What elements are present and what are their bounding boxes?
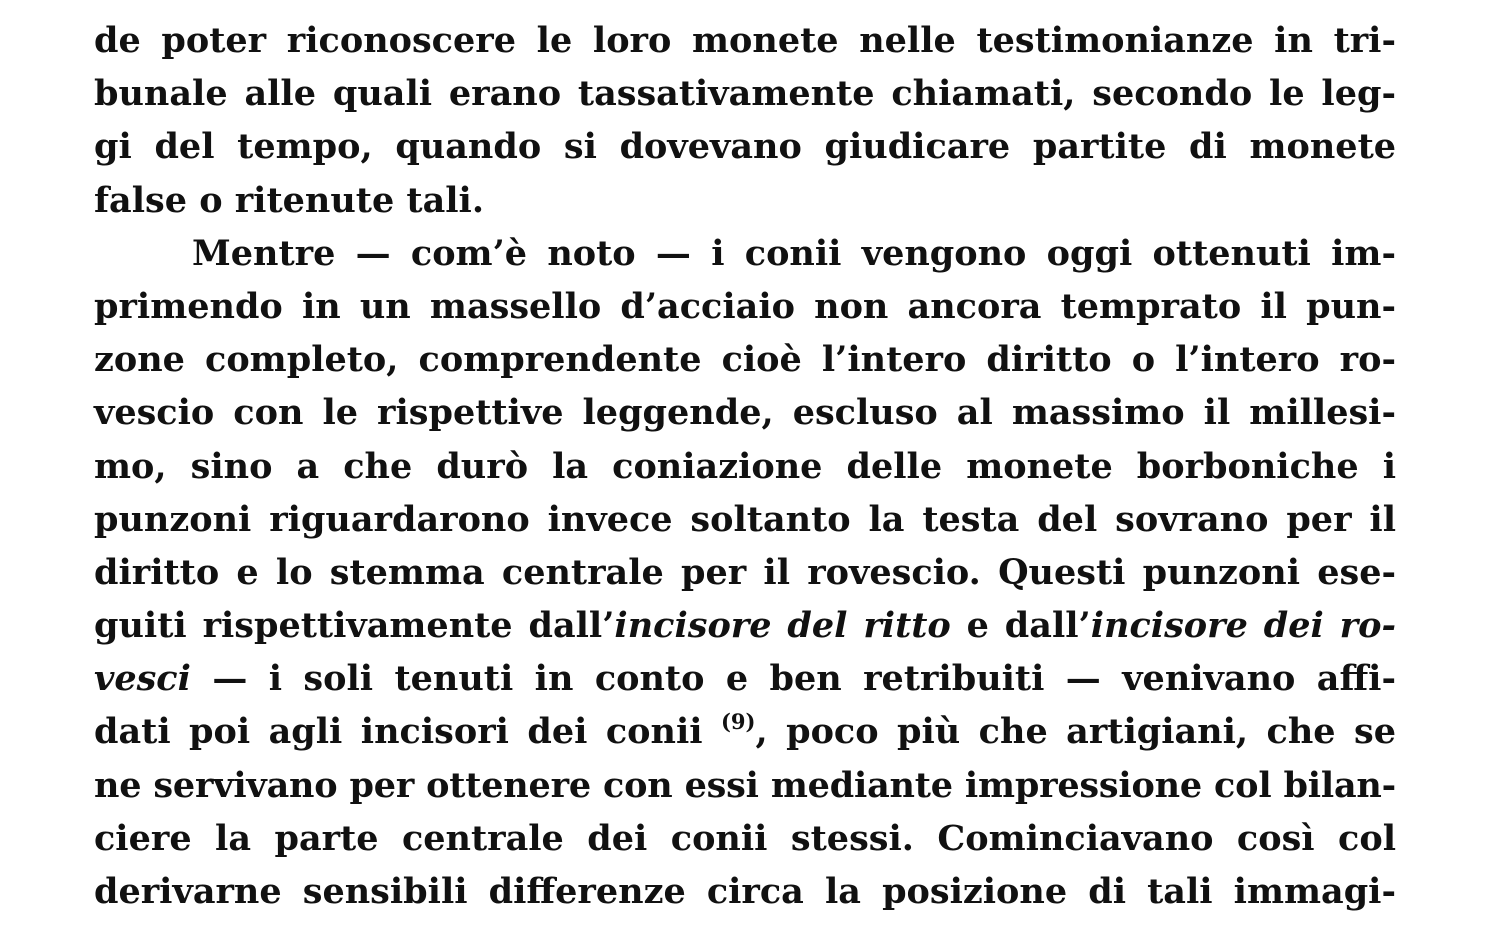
- text-segment: bunale alle quali erano tassativamente chiamati, secondo le leg-: [94, 73, 1396, 115]
- text-line-5: [94, 227, 1396, 280]
- text-segment: false o ritenute tali.: [94, 179, 485, 221]
- italic-segment: vesci: [94, 658, 191, 700]
- text-segment: zone completo, comprendente cioè l’intero diritto o l’intero ro-: [94, 339, 1396, 381]
- text-line-12: [94, 599, 1396, 652]
- text-line-4: [94, 174, 1396, 227]
- body-text: [94, 14, 1396, 918]
- text-segment: , poco più che artigiani, che se: [755, 711, 1396, 753]
- text-line-13: [94, 652, 1396, 705]
- text-segment: mo, sino a che durò la coniazione delle monete borboniche i: [94, 445, 1396, 487]
- text-segment: guiti rispettivamente dall’: [94, 605, 615, 647]
- text-segment: derivarne sensibili differenze circa la posizione di tali immagi-: [94, 871, 1396, 912]
- text-line-8: [94, 386, 1396, 439]
- text-segment: vescio con le rispettive leggende, escluso al massimo il millesi-: [94, 392, 1396, 434]
- text-line-10: [94, 493, 1396, 546]
- footnote-reference: (9): [721, 709, 756, 735]
- text-line-14: [94, 705, 1396, 758]
- text-segment: Mentre — com’è noto — i conii vengono oggi ottenuti im-: [192, 232, 1396, 274]
- text-segment: punzoni riguardarono invece soltanto la testa del sovrano per il: [94, 498, 1396, 540]
- text-segment: ne servivano per ottenere con essi mediante impressione col bilan-: [94, 764, 1396, 806]
- text-line-15: [94, 759, 1396, 812]
- text-segment: gi del tempo, quando si dovevano giudicare partite di monete: [94, 126, 1396, 168]
- italic-segment: incisore del ritto: [614, 605, 951, 647]
- text-line-6: [94, 280, 1396, 333]
- text-line-16: [94, 812, 1396, 865]
- text-segment: de poter riconoscere le loro monete nelle testimonianze in tri-: [94, 20, 1396, 61]
- italic-segment: incisore dei ro-: [1090, 605, 1396, 647]
- text-line-17: [94, 865, 1396, 918]
- text-line-11: [94, 546, 1396, 599]
- text-segment: ciere la parte centrale dei conii stessi. Cominciavano così col: [94, 817, 1396, 859]
- text-line-3: [94, 120, 1396, 173]
- text-segment: primendo in un massello d’acciaio non ancora temprato il pun-: [94, 285, 1396, 327]
- text-line-1: [94, 14, 1396, 67]
- text-segment: e dall’: [950, 605, 1091, 647]
- text-line-7: [94, 333, 1396, 386]
- text-segment: diritto e lo stemma centrale per il rovescio. Questi punzoni ese-: [94, 551, 1396, 593]
- text-line-2: [94, 67, 1396, 120]
- text-line-9: [94, 440, 1396, 493]
- text-segment: — i soli tenuti in conto e ben retribuiti — venivano affi-: [190, 658, 1396, 700]
- text-segment: dati poi agli incisori dei conii: [94, 711, 721, 753]
